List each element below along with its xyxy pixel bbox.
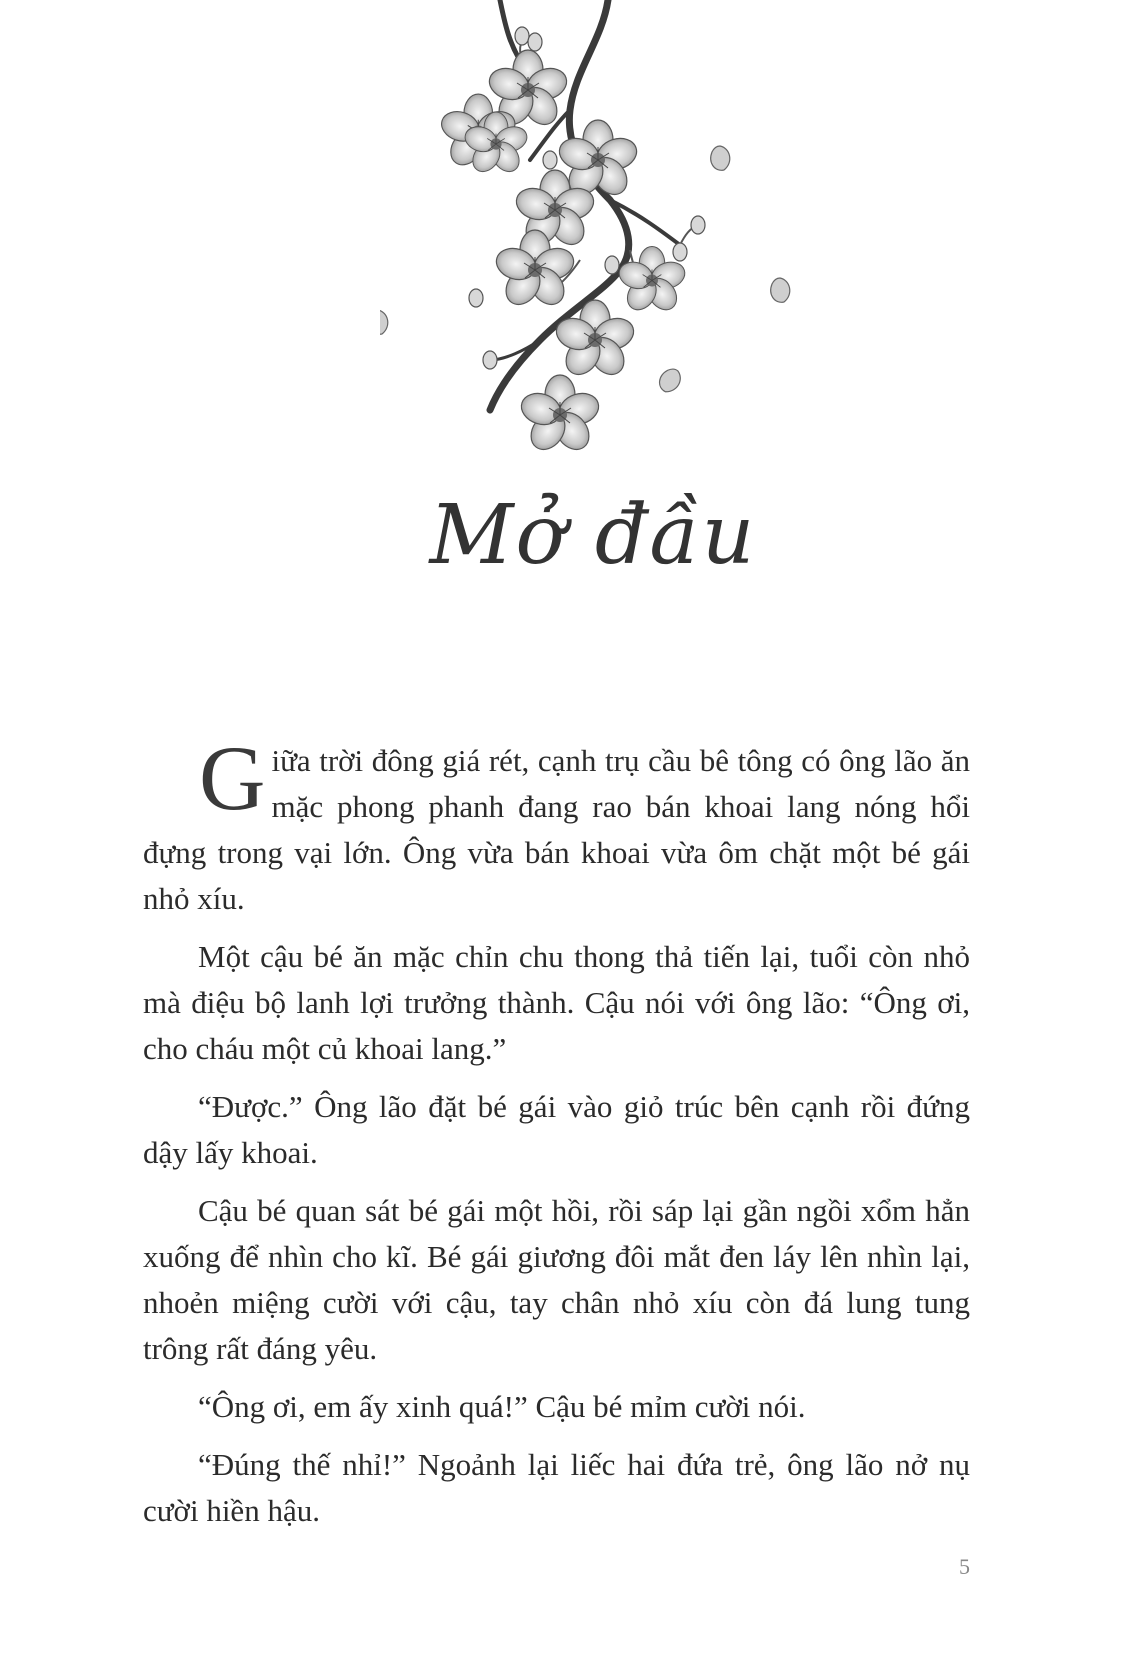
paragraph-5: “Ông ơi, em ấy xinh quá!” Cậu bé mỉm cười nói. bbox=[198, 1389, 806, 1424]
page-number: 5 bbox=[959, 1554, 970, 1579]
paragraph-4: Cậu bé quan sát bé gái một hồi, rồi sáp lại gần ngồi xổm hẳn xuống để nhìn cho kĩ. Bé gái giương đôi mắt đen láy lên nhìn lại, nhoẻn miệng cười với cậu, tay chân nhỏ xíu còn đá lung tung trông rất đáng yêu. bbox=[143, 1193, 970, 1366]
chapter-title: Mở đầu bbox=[429, 488, 757, 583]
paragraph-3: “Được.” Ông lão đặt bé gái vào giỏ trúc bên cạnh rồi đứng dậy lấy khoai. bbox=[143, 1089, 970, 1170]
paragraph-6: “Đúng thế nhỉ!” Ngoảnh lại liếc hai đứa trẻ, ông lão nở nụ cười hiền hậu. bbox=[143, 1447, 970, 1528]
drop-cap: G bbox=[199, 727, 266, 829]
paragraph-1-text: iữa trời đông giá rét, cạnh trụ cầu bê tông có ông lão ăn mặc phong phanh đang rao bán khoai lang nóng hổi đựng trong vại lớn. Ông vừa bán khoai vừa ôm chặt một bé gái nhỏ xíu. bbox=[143, 743, 970, 916]
paragraph-2: Một cậu bé ăn mặc chỉn chu thong thả tiến lại, tuổi còn nhỏ mà điệu bộ lanh lợi trưởng thành. Cậu nói với ông lão: “Ông ơi, cho cháu một củ khoai lang.” bbox=[143, 939, 970, 1066]
body-text bbox=[143, 727, 970, 1546]
paragraph-1 bbox=[143, 727, 970, 922]
cherry-blossom-illustration bbox=[380, 0, 860, 480]
